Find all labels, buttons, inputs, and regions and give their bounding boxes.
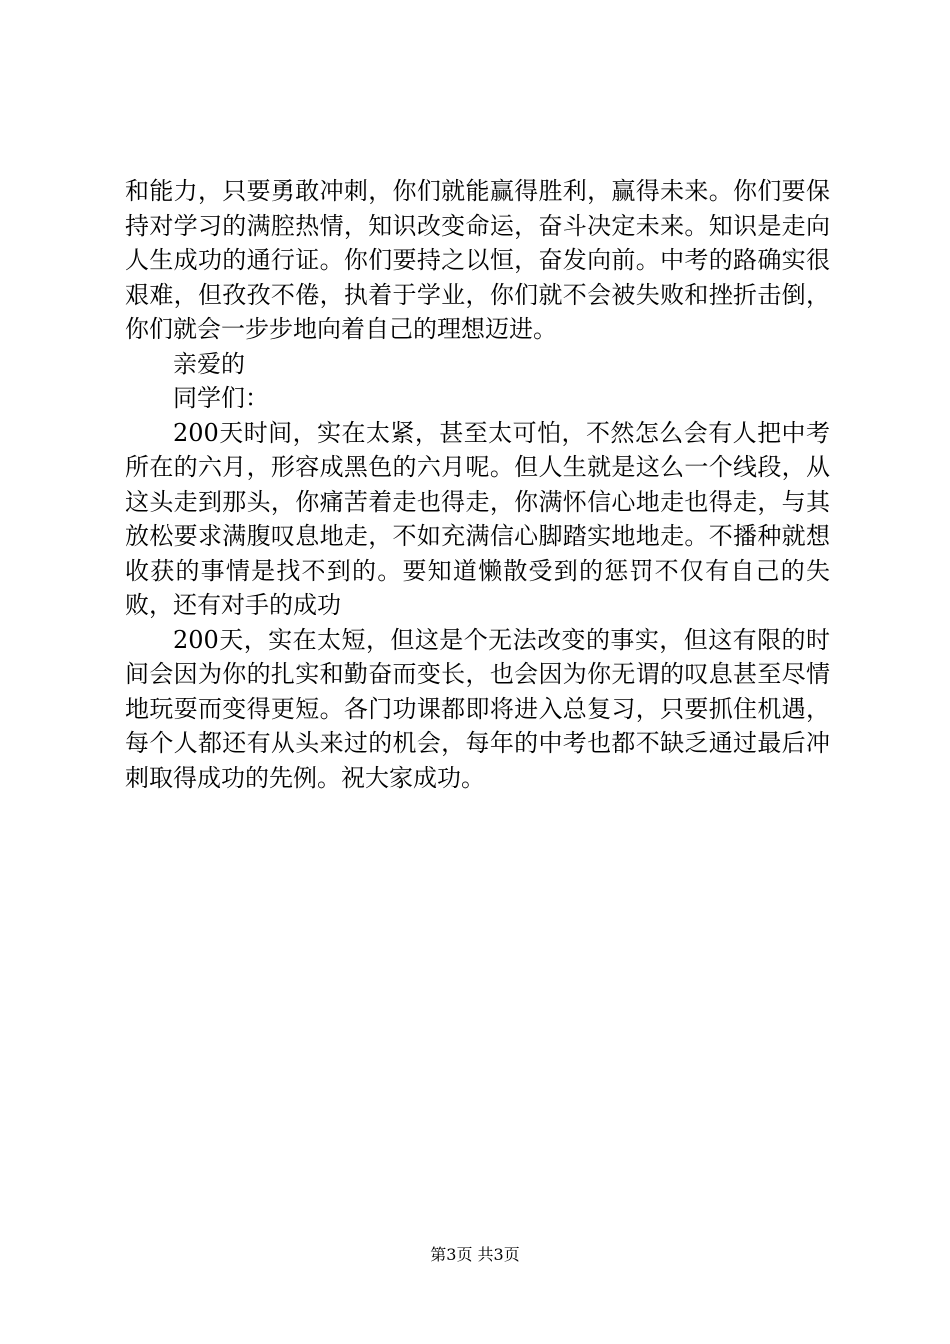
- paragraph-continuation: 和能力，只要勇敢冲刺，你们就能赢得胜利，赢得未来。你们要保持对学习的满腔热情，知识改变命运，奋斗决定未来。知识是走向人生成功的通行证。你们要持之以恒，奋发向前。中考的路确实很艰难，但孜孜不倦，执着于学业，你们就不会被失败和挫折击倒，你们就会一步步地向着自己的理想迈进。: [125, 177, 830, 343]
- salutation-line-1: 亲爱的: [173, 349, 245, 378]
- document-body: [125, 174, 830, 795]
- page-footer: [0, 1244, 950, 1266]
- paragraph-200-days-short: 200天，实在太短，但这是个无法改变的事实，但这有限的时间会因为你的扎实和勤奋而变长，也会因为你无谓的叹息甚至尽情地玩耍而变得更短。各门功课都即将进入总复习，只要抓住机遇，每个人都还有从头来过的机会，每年的中考也都不缺乏通过最后冲刺取得成功的先例。祝大家成功。: [125, 625, 830, 792]
- page-number-label: 第3页 共3页: [430, 1245, 520, 1264]
- salutation-line-2: 同学们：: [173, 384, 269, 412]
- paragraph-200-days-tight: 200天时间，实在太紧，甚至太可怕，不然怎么会有人把中考所在的六月，形容成黑色的六月呢。但人生就是这么一个线段，从这头走到那头，你痛苦着走也得走，你满怀信心地走也得走，与其放松要求满腹叹息地走，不如充满信心脚踏实地地走。不播种就想收获的事情是找不到的。要知道懒散受到的惩罚不仅有自己的失败，还有对手的成功: [125, 418, 830, 619]
